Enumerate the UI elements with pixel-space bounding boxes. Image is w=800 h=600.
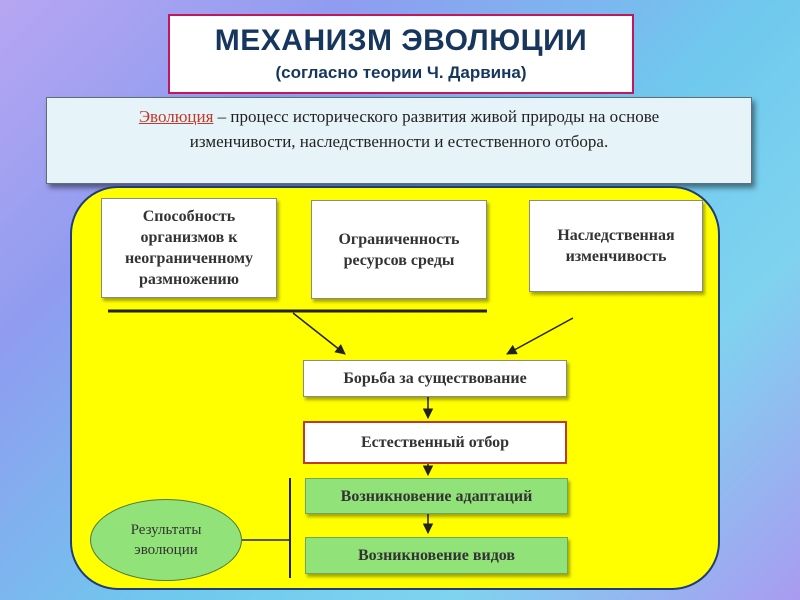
species-label: Возникновение видов [357, 547, 516, 564]
cause-reproduction-label: Способность организмов к неограниченному размножению [124, 208, 254, 288]
selection-label: Естественный отбор [360, 434, 510, 451]
cause-resources-box [311, 200, 487, 299]
definition-text-line2: изменчивости, наследственности и естественного отбора. [189, 132, 609, 151]
arrow-to-struggle-right [507, 318, 573, 354]
species-box [305, 537, 568, 574]
cause-resources-label: Ограниченность ресурсов среды [338, 230, 460, 269]
adaptations-label: Возникновение адаптаций [340, 487, 533, 505]
page-title: МЕХАНИЗМ ЭВОЛЮЦИИ [214, 24, 588, 57]
page-subtitle: (согласно теории Ч. Дарвина) [275, 63, 527, 82]
cause-variability-box [529, 200, 703, 292]
results-label: Результаты эволюции [130, 522, 202, 558]
adaptations-box [305, 478, 568, 514]
results-ellipse [90, 499, 242, 581]
struggle-label: Борьба за существование [343, 370, 527, 387]
selection-box [303, 421, 567, 464]
definition-term: Эволюция [138, 107, 214, 126]
struggle-box [303, 360, 567, 397]
cause-reproduction-box [101, 198, 277, 298]
definition-text-line1: – процесс исторического развития живой природы на основе [213, 107, 660, 126]
cause-variability-label: Наследственная изменчивость [557, 227, 675, 265]
arrow-to-struggle-left [293, 313, 345, 354]
